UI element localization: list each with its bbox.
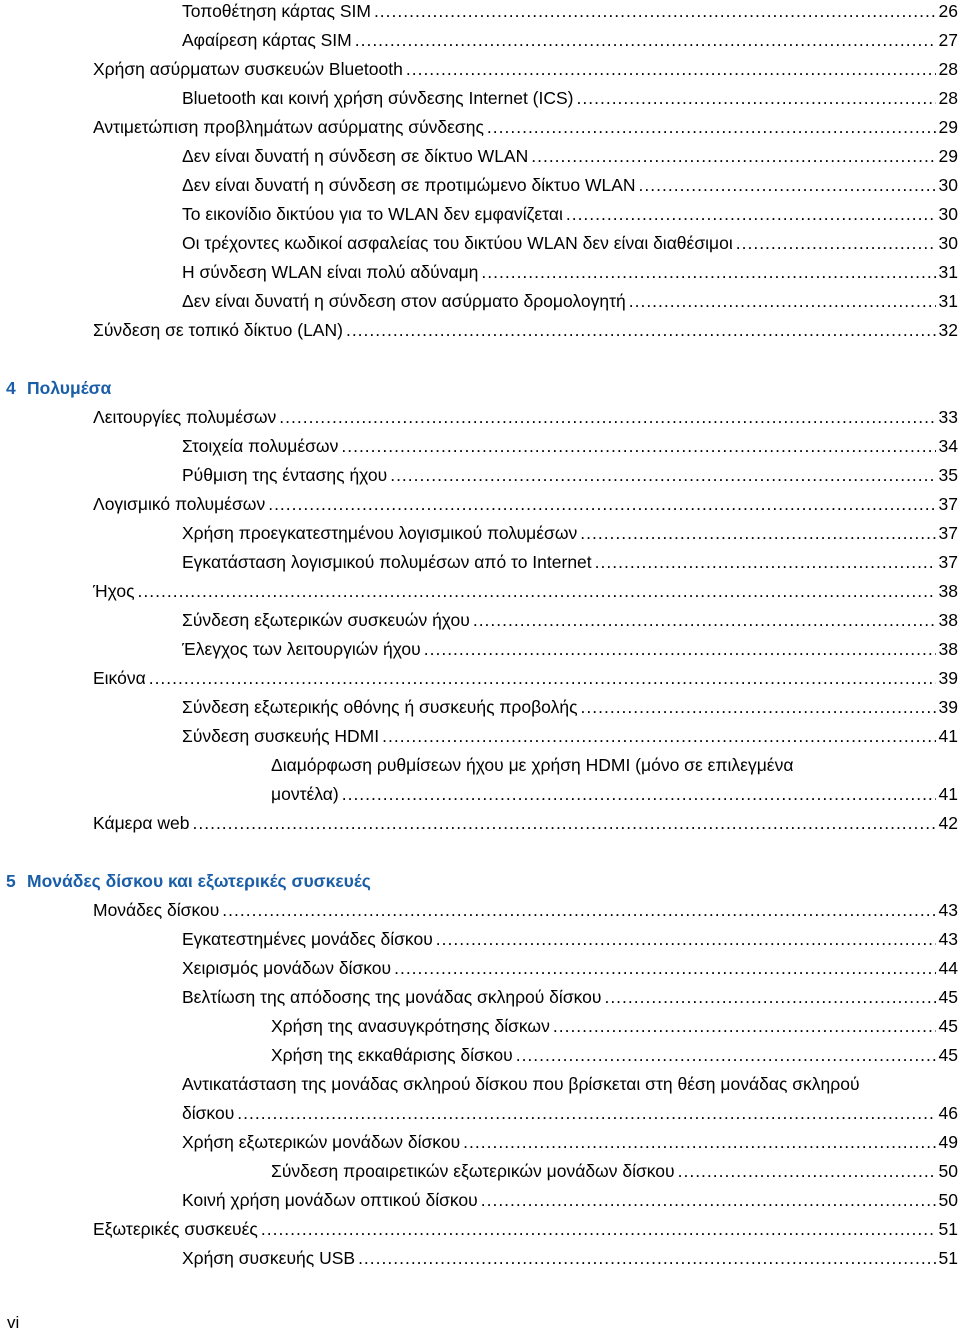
toc-entry[interactable] xyxy=(0,954,960,983)
toc-entry-title: Τοποθέτηση κάρτας SIM xyxy=(182,1,371,21)
toc-entry[interactable] xyxy=(0,983,960,1012)
toc-entry-page: 32 xyxy=(938,320,958,340)
toc-entry[interactable] xyxy=(0,403,960,432)
dot-leader xyxy=(463,1128,935,1157)
toc-entry-page: 37 xyxy=(938,494,958,514)
dot-leader xyxy=(355,26,936,55)
dot-leader xyxy=(531,142,935,171)
toc-entry-page: 42 xyxy=(938,813,958,833)
dot-leader xyxy=(581,693,936,722)
toc-entry-title: Σύνδεση προαιρετικών εξωτερικών μονάδων δίσκου xyxy=(271,1161,675,1181)
toc-entry-page: 45 xyxy=(938,1016,958,1036)
toc-entry[interactable] xyxy=(0,26,960,55)
toc-entry[interactable] xyxy=(0,461,960,490)
dot-leader xyxy=(261,1215,936,1244)
toc-entry-title: δίσκου xyxy=(182,1103,235,1123)
toc-entry-page: 35 xyxy=(938,465,958,485)
toc-entry[interactable] xyxy=(0,1070,960,1128)
toc-entry-title: Χρήση προεγκατεστημένου λογισμικού πολυμέσων xyxy=(182,523,578,543)
dot-leader xyxy=(487,113,936,142)
toc-entry-page: 29 xyxy=(938,117,958,137)
toc-entry[interactable] xyxy=(0,287,960,316)
toc-entry-title: Εγκατάσταση λογισμικού πολυμέσων από το Internet xyxy=(182,552,592,572)
toc-entry-title-line1: Αντικατάσταση της μονάδας σκληρού δίσκου που βρίσκεται στη θέση μονάδας σκληρού xyxy=(182,1074,860,1094)
toc-entry-page: 45 xyxy=(938,987,958,1007)
dot-leader xyxy=(566,200,936,229)
dot-leader xyxy=(346,316,936,345)
toc-entry-title: Στοιχεία πολυμέσων xyxy=(182,436,339,456)
toc-entry-title: Λειτουργίες πολυμέσων xyxy=(93,407,277,427)
toc-entry-page: 51 xyxy=(938,1248,958,1268)
toc-entry[interactable] xyxy=(0,84,960,113)
toc-entry[interactable] xyxy=(0,55,960,84)
toc-entry-page: 30 xyxy=(938,204,958,224)
toc-entry-page: 31 xyxy=(938,262,958,282)
dot-leader xyxy=(736,229,936,258)
toc-entry-title: Σύνδεση συσκευής HDMI xyxy=(182,726,380,746)
chapter-number: 5 xyxy=(6,871,16,891)
toc-entry-page: 26 xyxy=(938,1,958,21)
toc-entry-title: Λογισμικό πολυμέσων xyxy=(93,494,266,514)
toc-entry-title: Εξωτερικές συσκευές xyxy=(93,1219,258,1239)
dot-leader xyxy=(580,519,935,548)
toc-entry[interactable] xyxy=(0,1215,960,1244)
dot-leader xyxy=(406,55,936,84)
dot-leader xyxy=(481,1186,936,1215)
toc-entry-title: Bluetooth και κοινή χρήση σύνδεσης Internet (ICS) xyxy=(182,88,574,108)
dot-leader xyxy=(553,1012,936,1041)
toc-entry-title: Ρύθμιση της έντασης ήχου xyxy=(182,465,388,485)
toc-entry[interactable] xyxy=(0,925,960,954)
toc-entry[interactable] xyxy=(0,113,960,142)
dot-leader xyxy=(138,577,936,606)
toc-entry-title: Εγκατεστημένες μονάδες δίσκου xyxy=(182,929,433,949)
toc-entry-page: 27 xyxy=(938,30,958,50)
toc-entry-title: Χειρισμός μονάδων δίσκου xyxy=(182,958,392,978)
dot-leader xyxy=(678,1157,936,1186)
toc-entry-page: 37 xyxy=(938,523,958,543)
chapter-heading[interactable] xyxy=(0,374,960,403)
chapter-number: 4 xyxy=(6,378,16,398)
toc-entry-page: 46 xyxy=(938,1103,958,1123)
toc-entry-page: 44 xyxy=(938,958,958,978)
toc-entry[interactable] xyxy=(0,896,960,925)
toc-entry[interactable] xyxy=(0,1186,960,1215)
toc-entry[interactable] xyxy=(0,142,960,171)
toc-entry[interactable] xyxy=(0,1041,960,1070)
toc-entry[interactable] xyxy=(0,606,960,635)
dot-leader xyxy=(604,983,935,1012)
toc-entry[interactable] xyxy=(0,577,960,606)
toc-entry-page: 39 xyxy=(938,697,958,717)
toc-entry-title: Χρήση της ανασυγκρότησης δίσκων xyxy=(271,1016,550,1036)
toc-entry-page: 30 xyxy=(938,175,958,195)
toc-entry-title: Κοινή χρήση μονάδων οπτικού δίσκου xyxy=(182,1190,478,1210)
toc-entry-title: Δεν είναι δυνατή η σύνδεση σε προτιμώμενο δίκτυο WLAN xyxy=(182,175,636,195)
toc-entry-title: Χρήση της εκκαθάρισης δίσκου xyxy=(271,1045,513,1065)
toc-entry-page: 45 xyxy=(938,1045,958,1065)
dot-leader xyxy=(374,0,936,26)
toc-entry-page: 43 xyxy=(938,929,958,949)
toc-entry-page: 49 xyxy=(938,1132,958,1152)
toc-entry[interactable] xyxy=(0,316,960,345)
toc-entry-page: 41 xyxy=(938,726,958,746)
toc-entry-title: Το εικονίδιο δικτύου για το WLAN δεν εμφανίζεται xyxy=(182,204,563,224)
toc-entry-page: 37 xyxy=(938,552,958,572)
toc-entry-title: Σύνδεση εξωτερικών συσκευών ήχου xyxy=(182,610,470,630)
toc-entry-page: 38 xyxy=(938,639,958,659)
toc-entry-title: Οι τρέχοντες κωδικοί ασφαλείας του δικτύου WLAN δεν είναι διαθέσιμοι xyxy=(182,233,733,253)
toc-entry[interactable] xyxy=(0,751,960,809)
toc-entry-page: 51 xyxy=(938,1219,958,1239)
toc-entry[interactable] xyxy=(0,200,960,229)
toc-entry-title: Η σύνδεση WLAN είναι πολύ αδύναμη xyxy=(182,262,479,282)
chapter-title: Πολυμέσα xyxy=(27,378,112,398)
dot-leader xyxy=(342,780,936,809)
toc-entry-title: Βελτίωση της απόδοσης της μονάδας σκληρού δίσκου xyxy=(182,987,602,1007)
dot-leader xyxy=(193,809,936,838)
dot-leader xyxy=(268,490,935,519)
dot-leader xyxy=(473,606,936,635)
dot-leader xyxy=(577,84,936,113)
toc-entry-page: 34 xyxy=(938,436,958,456)
dot-leader xyxy=(149,664,936,693)
toc-entry-title: Χρήση ασύρματων συσκευών Bluetooth xyxy=(93,59,403,79)
toc-entry[interactable] xyxy=(0,229,960,258)
toc-entry-page: 30 xyxy=(938,233,958,253)
toc-entry-title: Δεν είναι δυνατή η σύνδεση στον ασύρματο δρομολογητή xyxy=(182,291,626,311)
toc-entry-title: Χρήση εξωτερικών μονάδων δίσκου xyxy=(182,1132,461,1152)
toc-entry-title: Μονάδες δίσκου xyxy=(93,900,220,920)
toc-entry[interactable] xyxy=(0,432,960,461)
toc-entry-page: 31 xyxy=(938,291,958,311)
chapter-heading[interactable] xyxy=(0,867,960,896)
toc-entry-title: Σύνδεση σε τοπικό δίκτυο (LAN) xyxy=(93,320,343,340)
dot-leader xyxy=(481,258,935,287)
toc-entry-title: μοντέλα) xyxy=(271,784,339,804)
dot-leader xyxy=(394,954,935,983)
toc-entry[interactable] xyxy=(0,1157,960,1186)
toc-entry-title: Αντιμετώπιση προβλημάτων ασύρματης σύνδεσης xyxy=(93,117,484,137)
toc-entry[interactable] xyxy=(0,490,960,519)
dot-leader xyxy=(341,432,935,461)
toc-entry[interactable] xyxy=(0,1244,960,1273)
toc-entry-title: Έλεγχος των λειτουργιών ήχου xyxy=(182,639,421,659)
dot-leader xyxy=(639,171,936,200)
dot-leader xyxy=(358,1244,935,1273)
toc-entry[interactable] xyxy=(0,1128,960,1157)
toc-entry[interactable] xyxy=(0,548,960,577)
dot-leader xyxy=(279,403,935,432)
toc-entry-title: Κάμερα web xyxy=(93,813,190,833)
toc-entry-title: Χρήση συσκευής USB xyxy=(182,1248,356,1268)
dot-leader xyxy=(237,1099,935,1128)
toc-entry-page: 28 xyxy=(938,88,958,108)
toc-entry-page: 50 xyxy=(938,1190,958,1210)
toc-entry-title: Δεν είναι δυνατή η σύνδεση σε δίκτυο WLAN xyxy=(182,146,529,166)
toc-entry[interactable] xyxy=(0,635,960,664)
toc-entry[interactable] xyxy=(0,258,960,287)
toc-entry-page: 41 xyxy=(938,784,958,804)
dot-leader xyxy=(424,635,936,664)
toc-entry-page: 28 xyxy=(938,59,958,79)
toc-entry-page: 50 xyxy=(938,1161,958,1181)
toc-entry[interactable] xyxy=(0,519,960,548)
dot-leader xyxy=(595,548,936,577)
toc-entry[interactable] xyxy=(0,722,960,751)
dot-leader xyxy=(436,925,936,954)
page-number: vi xyxy=(7,1313,20,1332)
toc-entry[interactable] xyxy=(0,664,960,693)
toc-entry-page: 38 xyxy=(938,581,958,601)
dot-leader xyxy=(629,287,936,316)
dot-leader xyxy=(222,896,935,925)
dot-leader xyxy=(390,461,935,490)
toc-entry-title: Ήχος xyxy=(93,581,135,601)
toc-entry-page: 39 xyxy=(938,668,958,688)
toc-entry-title: Αφαίρεση κάρτας SIM xyxy=(182,30,352,50)
toc-entry[interactable] xyxy=(0,171,960,200)
toc-entry-title: Εικόνα xyxy=(93,668,146,688)
toc-entry[interactable] xyxy=(0,1012,960,1041)
toc-entry-page: 29 xyxy=(938,146,958,166)
dot-leader xyxy=(382,722,935,751)
toc-entry-title: Σύνδεση εξωτερικής οθόνης ή συσκευής προβολής xyxy=(182,697,578,717)
toc-entry-page: 38 xyxy=(938,610,958,630)
toc-entry[interactable] xyxy=(0,0,960,26)
toc-entry-page: 43 xyxy=(938,900,958,920)
dot-leader xyxy=(516,1041,936,1070)
chapter-title: Μονάδες δίσκου και εξωτερικές συσκευές xyxy=(27,871,371,891)
toc-entry[interactable] xyxy=(0,693,960,722)
toc-entry-title-line1: Διαμόρφωση ρυθμίσεων ήχου με χρήση HDMI (μόνο σε επιλεγμένα xyxy=(271,755,794,775)
toc-entry[interactable] xyxy=(0,809,960,838)
toc-entry-page: 33 xyxy=(938,407,958,427)
